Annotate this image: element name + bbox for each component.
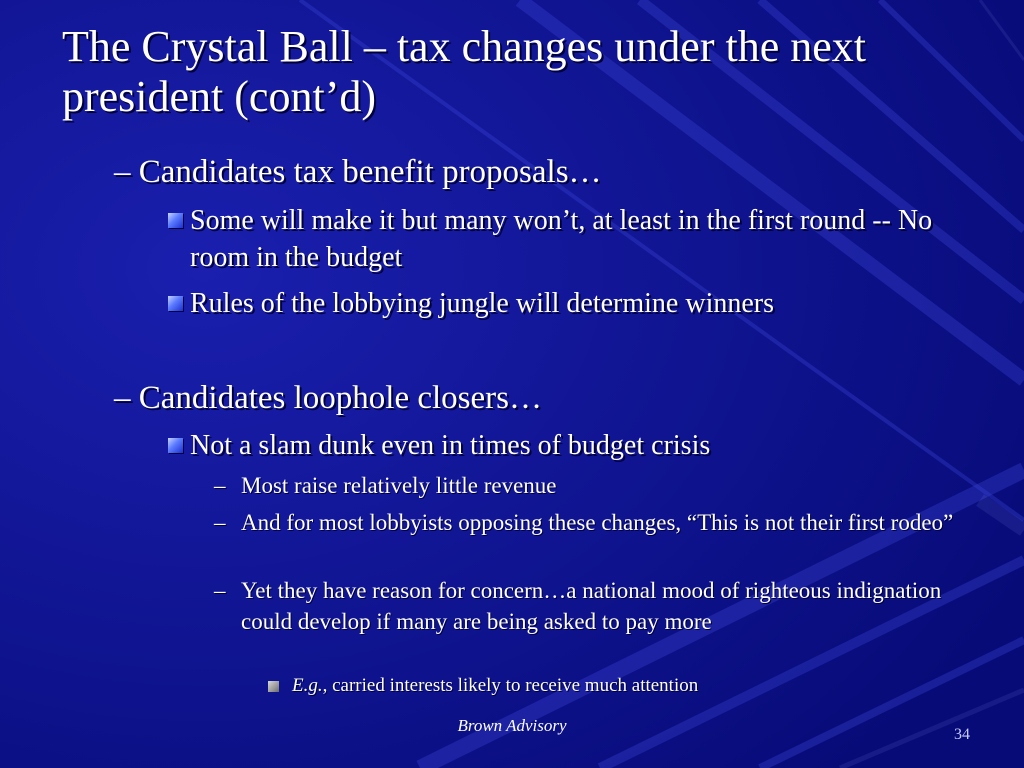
footer-company: Brown Advisory	[457, 716, 567, 735]
slide-number: 34	[954, 726, 970, 743]
grey-square-bullet-icon	[268, 681, 279, 692]
bullet-slam-dunk	[168, 427, 958, 464]
example-prefix: E.g.	[292, 675, 323, 696]
section-heading-tax-benefit-proposals: – Candidates tax benefit proposals…	[114, 154, 602, 190]
bullet-budget-room	[168, 202, 958, 276]
dash-marker: –	[214, 510, 226, 535]
bullet-lobbying-jungle	[168, 285, 958, 322]
example-text	[292, 674, 968, 698]
subpoint-first-rodeo	[214, 507, 974, 538]
blue-square-bullet-icon	[168, 438, 183, 453]
blue-square-bullet-icon	[168, 213, 183, 228]
subpoint-text: And for most lobbyists opposing these changes, “This is not their first rodeo”	[241, 510, 954, 535]
subpoint-text: Most raise relatively little revenue	[241, 473, 557, 498]
example-rest: , carried interests likely to receive much attention	[322, 675, 699, 696]
blue-square-bullet-icon	[168, 296, 183, 311]
section-heading-loophole-closers: – Candidates loophole closers…	[114, 380, 543, 416]
subpoint-reason-for-concern	[214, 575, 974, 637]
subpoint-text: Yet they have reason for concern…a national mood of righteous indignation could develop if many are being asked to pay more	[241, 578, 942, 634]
slide-title: The Crystal Ball – tax changes under the next president (cont’d)	[62, 22, 866, 121]
bullet-text: Some will make it but many won’t, at least in the first round -- No room in the budget	[190, 205, 933, 273]
dash-marker: –	[214, 473, 226, 498]
subpoint-little-revenue	[214, 470, 974, 501]
bullet-text: Rules of the lobbying jungle will determine winners	[190, 288, 775, 319]
bullet-text: Not a slam dunk even in times of budget crisis	[190, 430, 711, 461]
example-carried-interests	[268, 674, 968, 698]
dash-marker: –	[214, 578, 226, 603]
